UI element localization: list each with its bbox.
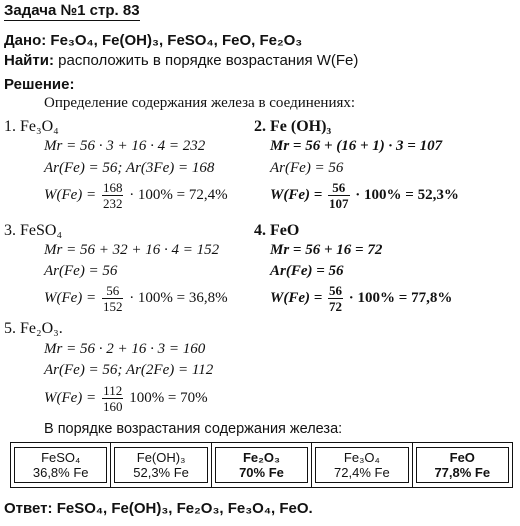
compound-5-num: 112: [103, 383, 123, 398]
compound-2-den: 107: [329, 196, 349, 211]
compound-1-w-rhs: · 100% = 72,4%: [129, 186, 228, 203]
find-label: Найти:: [4, 52, 54, 69]
compound-2-header: 2. Fe (OH)₃: [254, 118, 332, 135]
compound-4-fraction: [328, 283, 343, 314]
order-cell: [111, 443, 211, 488]
compound-3-num: 56: [102, 283, 124, 299]
compound-5-w-lhs: W(Fe) =: [44, 389, 97, 406]
compound-4-ar: Ar(Fe) = 56: [270, 263, 344, 279]
order-cell: [211, 443, 311, 488]
order-formula: FeO: [449, 450, 475, 465]
compound-4-num: 56: [329, 283, 343, 298]
intro-text: Определение содержания железа в соединениях:: [44, 95, 356, 111]
page-title: Задача №1 стр. 83: [4, 2, 140, 19]
compound-5-header: 5. Fe₂O₃.: [4, 320, 63, 337]
compound-4-den: 72: [329, 299, 343, 314]
compound-5-den: 160: [102, 399, 123, 414]
compound-1-num: 168: [102, 180, 123, 195]
compound-1-header: 1. Fe₃O₄: [4, 118, 59, 135]
order-value: 36,8% Fe: [32, 465, 89, 480]
compound-2-mr: Mr = 56 + (16 + 1) · 3 = 107: [270, 138, 443, 154]
order-formula: Fe(OH)₃: [136, 450, 186, 465]
order-cell: [11, 443, 111, 488]
compound-3-den: 152: [102, 299, 123, 314]
compound-5-fraction: [102, 383, 124, 414]
compound-4-header: 4. FeO: [254, 222, 300, 239]
compound-4-w-rhs: · 100% = 77,8%: [348, 289, 453, 306]
compound-5-w: [44, 383, 208, 414]
compound-5-mr: Mr = 56 · 2 + 16 · 3 = 160: [44, 341, 206, 357]
given-text: Fe₃O₄, Fe(OH)₃, FeSO₄, FeO, Fe₂O₃: [50, 32, 303, 49]
order-row: [11, 443, 513, 488]
solution-label: Решение:: [4, 76, 75, 93]
compound-4-w: [270, 283, 452, 314]
order-caption: В порядке возрастания содержания железа:: [44, 421, 343, 437]
order-formula: FeSO₄: [41, 450, 81, 465]
order-value: 77,8% Fe: [434, 465, 491, 480]
given-line: [4, 32, 302, 49]
order-value: 70% Fe: [239, 465, 284, 480]
compound-2-ar: Ar(Fe) = 56: [270, 160, 344, 176]
compound-2-num: 56: [328, 180, 350, 196]
order-formula: Fe₂O₃: [242, 450, 281, 465]
compound-2-w: [270, 180, 459, 211]
compound-4-mr: Mr = 56 + 16 = 72: [270, 242, 383, 258]
compound-1-fraction: [102, 180, 124, 211]
answer-text: FeSO₄, Fe(OH)₃, Fe₂O₃, Fe₃O₄, FeO.: [56, 500, 313, 517]
compound-1-ar: Ar(Fe) = 56; Ar(3Fe) = 168: [44, 160, 215, 176]
compound-2-w-lhs: W(Fe) =: [270, 186, 323, 203]
compound-3-fraction: [102, 283, 124, 314]
find-text: расположить в порядке возрастания W(Fe): [58, 52, 359, 69]
order-value: 72,4% Fe: [334, 465, 390, 480]
compound-5-w-rhs: 100% = 70%: [129, 389, 208, 406]
compound-1-w-lhs: W(Fe) =: [44, 186, 97, 203]
compound-3-w: [44, 283, 228, 314]
order-value: 52,3% Fe: [133, 465, 189, 480]
compound-3-mr: Mr = 56 + 32 + 16 · 4 = 152: [44, 242, 220, 258]
compound-3-header: 3. FeSO₄: [4, 222, 63, 239]
compound-3-w-rhs: · 100% = 36,8%: [129, 289, 228, 306]
compound-5-ar: Ar(Fe) = 56; Ar(2Fe) = 112: [44, 362, 214, 378]
order-cell: [412, 443, 512, 488]
compound-3-w-lhs: W(Fe) =: [44, 289, 97, 306]
compound-2-fraction: [328, 180, 350, 211]
find-line: [4, 52, 358, 69]
order-formula: Fe₃O₄: [343, 450, 380, 465]
compound-3-ar: Ar(Fe) = 56: [44, 263, 118, 279]
order-table: [10, 442, 513, 488]
answer-line: [4, 500, 313, 517]
compound-2-w-rhs: · 100% = 52,3%: [355, 186, 459, 203]
order-cell: [312, 443, 412, 488]
given-label: Дано:: [4, 32, 47, 49]
compound-1-w: [44, 180, 228, 211]
compound-1-den: 232: [102, 196, 123, 211]
compound-1-mr: Mr = 56 · 3 + 16 · 4 = 232: [44, 138, 206, 154]
compound-4-w-lhs: W(Fe) =: [270, 289, 323, 306]
answer-label: Ответ:: [4, 500, 53, 517]
